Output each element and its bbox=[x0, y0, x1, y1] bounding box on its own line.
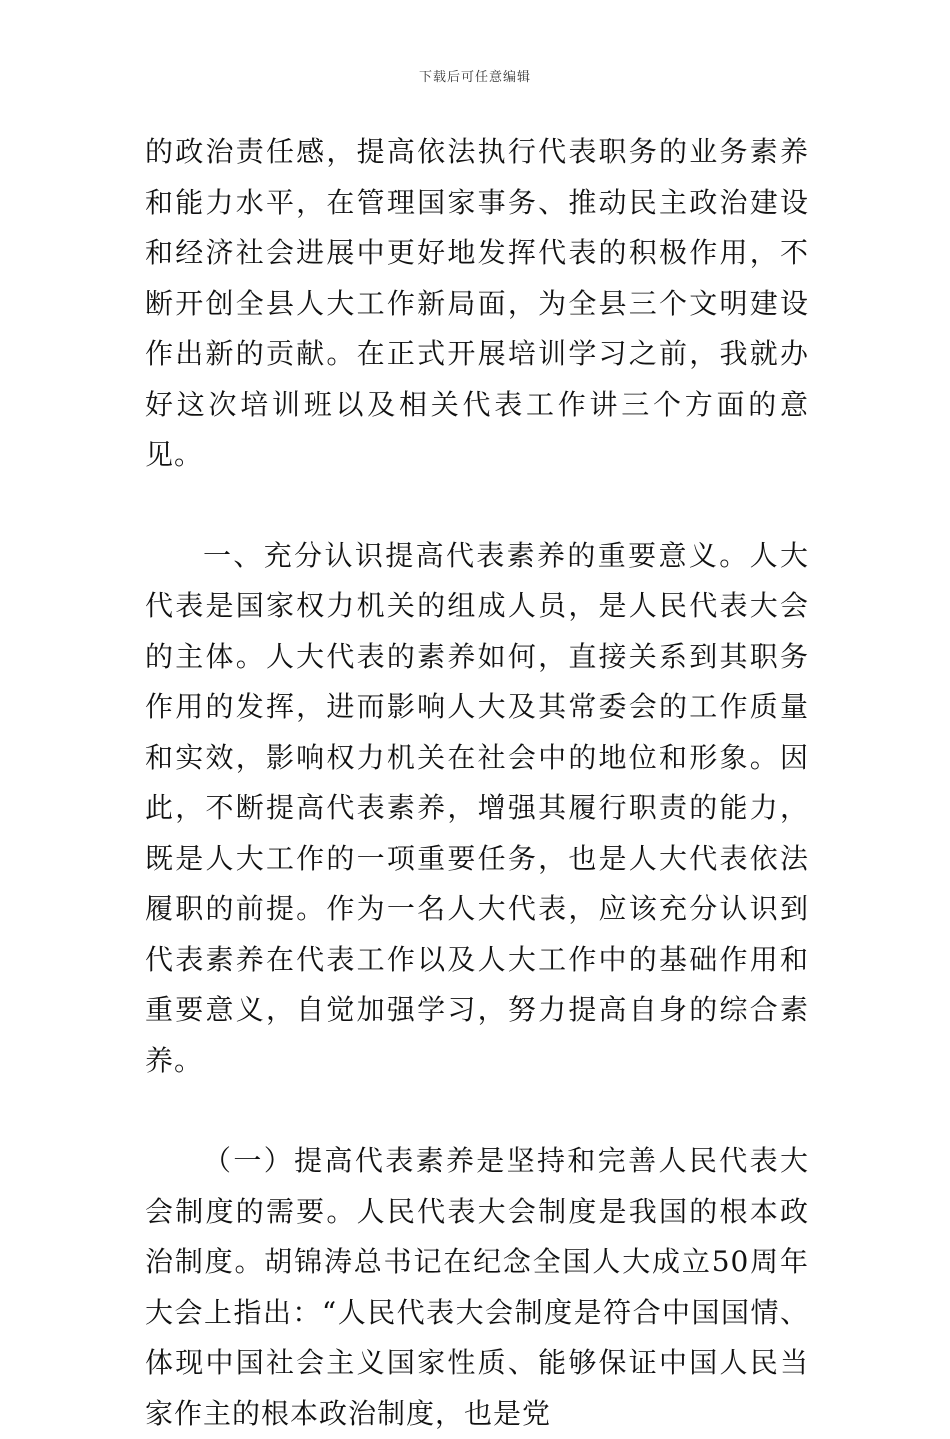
document-body bbox=[145, 127, 809, 1439]
paragraph-subsection-one: （一）提高代表素养是坚持和完善人民代表大会制度的需要。人民代表大会制度是我国的根本政治制度。胡锦涛总书记在纪念全国人大成立50周年大会上指出：“人民代表大会制度是符合中国国情、体现中国社会主义国家性质、能够保证中国人民当家作主的根本政治制度，也是党 bbox=[145, 1144, 809, 1430]
paragraph-section-one: 一、充分认识提高代表素养的重要意义。人大代表是国家权力机关的组成人员，是人民代表大会的主体。人大代表的素养如何，直接关系到其职务作用的发挥，进而影响人大及其常委会的工作质量和实效，影响权力机关在社会中的地位和形象。因此，不断提高代表素养，增强其履行职责的能力，既是人大工作的一项重要任务，也是人大代表依法履职的前提。作为一名人大代表，应该充分认识到代表素养在代表工作以及人大工作中的基础作用和重要意义，自觉加强学习，努力提高自身的综合素养。 bbox=[145, 538, 809, 1077]
download-note: 下载后可任意编辑 bbox=[418, 70, 531, 85]
paragraph-continuation: 的政治责任感，提高依法执行代表职务的业务素养和能力水平，在管理国家事务、推动民主政治建设和经济社会进展中更好地发挥代表的积极作用，不断开创全县人大工作新局面，为全县三个文明建设作出新的贡献。在正式开展培训学习之前，我就办好这次培训班以及相关代表工作讲三个方面的意见。 bbox=[145, 135, 809, 471]
